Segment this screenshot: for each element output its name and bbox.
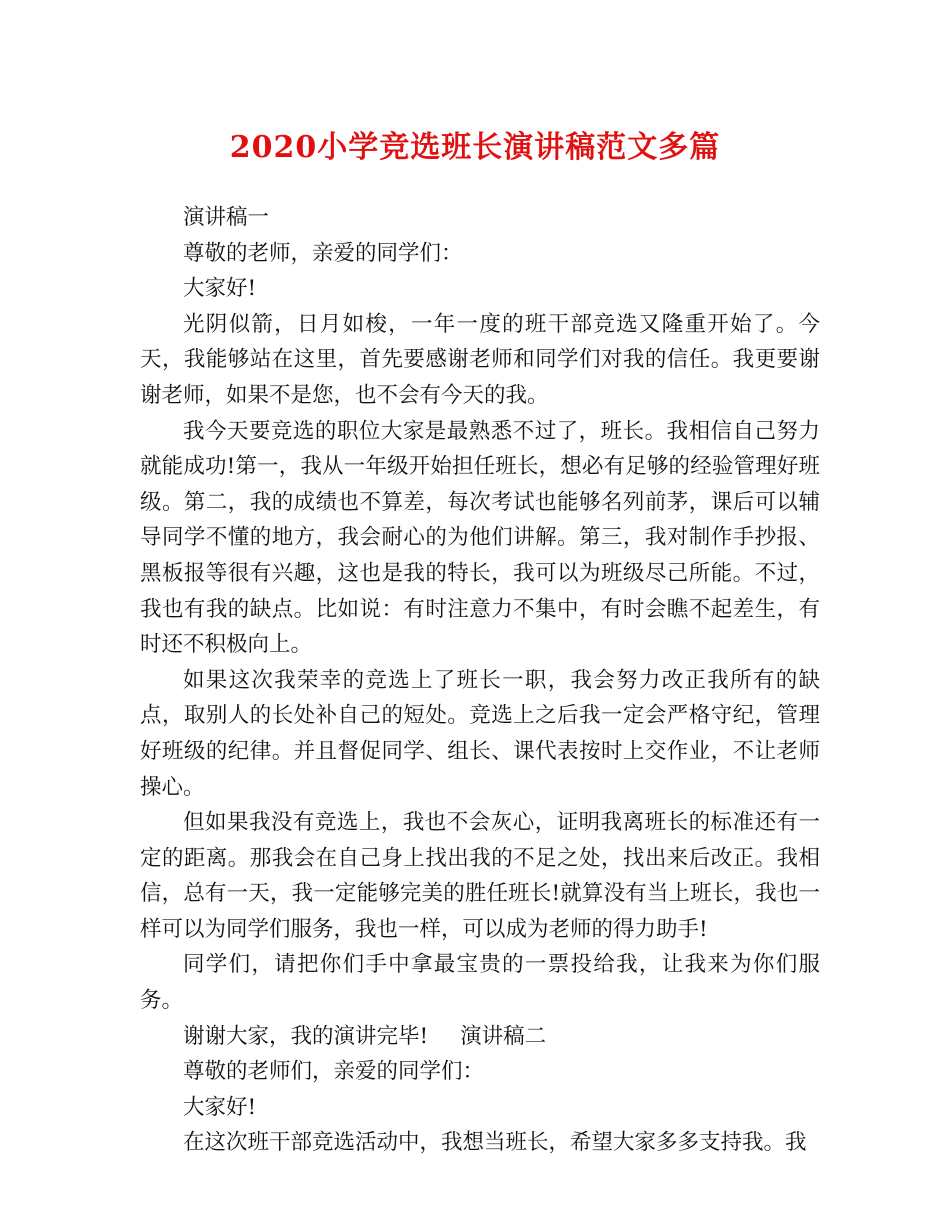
paragraph-qualifications: 我今天要竞选的职位大家是最熟悉不过了，班长。我相信自己努力就能成功!第一，我从一年级开始担任班长，想必有足够的经验管理好班级。第二，我的成绩也不算差，每次考试也能够名列前茅，课后可以辅导同学不懂的地方，我会耐心的为他们讲解。第三，我对制作手抄报、黑板报等很有兴趣，这也是我的特长，我可以为班级尽己所能。不过，我也有我的缺点。比如说：有时注意力不集中，有时会瞧不起差生，有时还不积极向上。 bbox=[140, 418, 820, 658]
paragraph-if-not-elected: 但如果我没有竞选上，我也不会灰心，证明我离班长的标准还有一定的距离。那我会在自己身上找出我的不足之处，找出来后改正。我相信，总有一天，我一定能够完美的胜任班长!就算没有当上班长，我也一样可以为同学们服务，我也一样，可以成为老师的得力助手! bbox=[140, 810, 820, 942]
paragraph-salutation-2: 尊敬的老师们，亲爱的同学们： bbox=[183, 1059, 485, 1085]
paragraph-closing bbox=[140, 1019, 820, 1055]
paragraph-if-elected: 如果这次我荣幸的竞选上了班长一职，我会努力改正我所有的缺点，取别人的长处补自己的短处。竞选上之后我一定会严格守纪，管理好班级的纪律。并且督促同学、组长、课代表按时上交作业，不让老师操心。 bbox=[140, 667, 820, 800]
document-title: 2020小学竞选班长演讲稿范文多篇 bbox=[229, 130, 721, 165]
paragraph-speech-1-heading: 演讲稿一 bbox=[183, 205, 270, 230]
document-body bbox=[140, 200, 820, 1161]
paragraph-speech-2-intro: 在这次班干部竞选活动中，我想当班长，希望大家多多支持我。我 bbox=[183, 1130, 807, 1156]
speech-2-heading: 演讲稿二 bbox=[460, 1023, 547, 1049]
paragraph-intro: 光阴似箭，日月如梭，一年一度的班干部竞选又隆重开始了。今天，我能够站在这里，首先要感谢老师和同学们对我的信任。我更要谢谢老师，如果不是您，也不会有今天的我。 bbox=[140, 311, 820, 408]
paragraph-greeting-2: 大家好! bbox=[183, 1094, 257, 1120]
paragraph-greeting: 大家好! bbox=[183, 276, 257, 302]
paragraph-salutation: 尊敬的老师，亲爱的同学们： bbox=[183, 240, 463, 266]
paragraph-vote-request: 同学们，请把你们手中拿最宝贵的一票投给我，让我来为你们服务。 bbox=[140, 952, 820, 1014]
closing-line: 谢谢大家，我的演讲完毕! bbox=[183, 1023, 429, 1049]
